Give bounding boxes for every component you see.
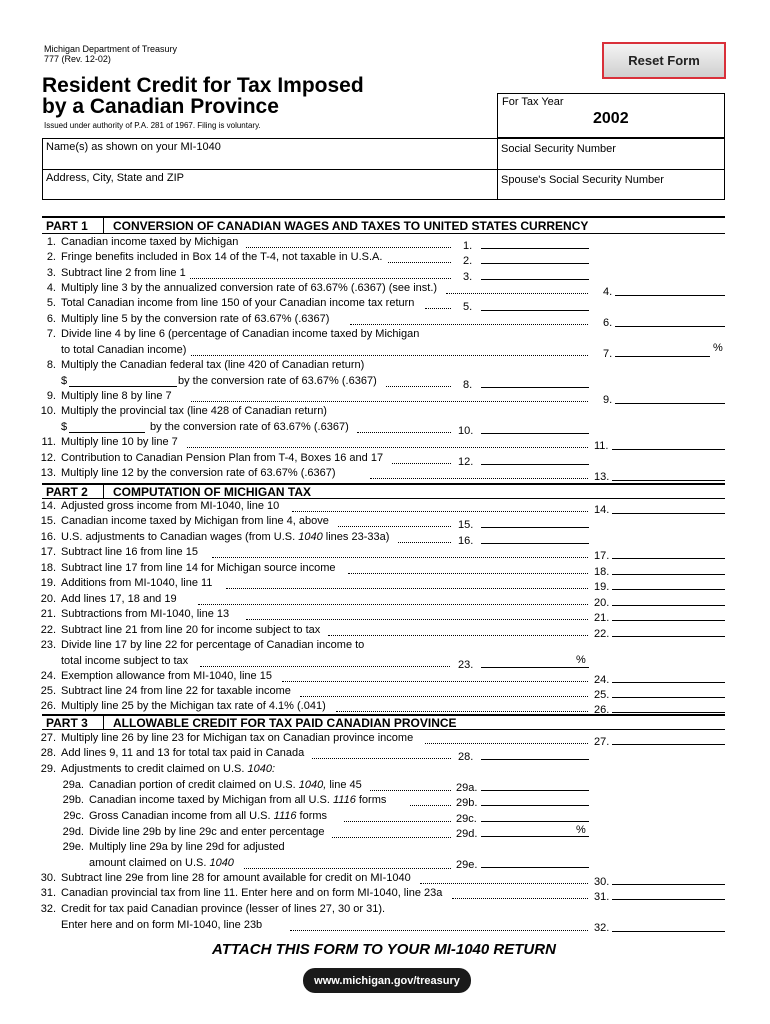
line-17-input[interactable] bbox=[612, 558, 725, 559]
line-8-text-cont: by the conversion rate of 63.67% (.6367) bbox=[178, 375, 377, 387]
line-23-label: 23. bbox=[458, 659, 474, 671]
leader-dots bbox=[312, 758, 451, 759]
line-29c-text-b: forms bbox=[299, 810, 328, 822]
tax-year-label: For Tax Year bbox=[502, 96, 564, 108]
line-14-label: 14. bbox=[594, 504, 610, 516]
leader-dots bbox=[191, 401, 588, 402]
line-number: 20. bbox=[40, 593, 56, 605]
leader-dots bbox=[246, 619, 588, 620]
line-13-input[interactable] bbox=[612, 480, 725, 481]
leader-dots bbox=[357, 432, 451, 433]
line-29c-input[interactable] bbox=[481, 821, 589, 822]
line-10-dollar: $ bbox=[61, 421, 68, 433]
line-number: 10. bbox=[40, 405, 56, 417]
line-number: 17. bbox=[40, 546, 56, 558]
line-29c-text-a: Gross Canadian income from all U.S. bbox=[89, 810, 271, 822]
line-number: 28. bbox=[40, 747, 56, 759]
line-number: 2. bbox=[46, 251, 56, 263]
line-15-label: 15. bbox=[458, 519, 474, 531]
line-18-text: Subtract line 17 from line 14 for Michigan source income bbox=[61, 562, 336, 574]
line-4-label: 4. bbox=[603, 286, 613, 298]
line-29a-input[interactable] bbox=[481, 790, 589, 791]
leader-dots bbox=[410, 805, 451, 806]
line-19-text: Additions from MI-1040, line 11 bbox=[61, 577, 213, 589]
line-32-text: Credit for tax paid Canadian province (lesser of lines 27, 30 or 31). bbox=[61, 903, 386, 915]
leader-dots bbox=[386, 386, 451, 387]
line-29c-form: 1116 bbox=[273, 810, 297, 822]
line-number: 25. bbox=[40, 685, 56, 697]
part1-bottom-rule bbox=[42, 233, 725, 234]
line-9-label: 9. bbox=[603, 394, 613, 406]
reset-form-button[interactable]: Reset Form bbox=[602, 42, 726, 79]
part3-title: ALLOWABLE CREDIT FOR TAX PAID CANADIAN PROVINCE bbox=[113, 716, 457, 730]
line-16-input[interactable] bbox=[481, 543, 589, 544]
part1-label: PART 1 bbox=[46, 219, 88, 233]
line-29d-label: 29d. bbox=[456, 828, 478, 840]
line-24-text: Exemption allowance from MI-1040, line 15 bbox=[61, 670, 272, 682]
leader-dots bbox=[446, 293, 588, 294]
line-number: 6. bbox=[46, 313, 56, 325]
line-21-input[interactable] bbox=[612, 620, 725, 621]
line-18-label: 18. bbox=[594, 566, 610, 578]
line-30-label: 30. bbox=[594, 876, 610, 888]
line-29d-text: Divide line 29b by line 29c and enter percentage bbox=[89, 826, 325, 838]
line-number: 16. bbox=[40, 531, 56, 543]
spouse-ssn-field[interactable]: Spouse's Social Security Number bbox=[501, 174, 664, 186]
part1-divider bbox=[103, 217, 104, 233]
line-29e-text-cont bbox=[89, 857, 234, 870]
leader-dots bbox=[332, 837, 451, 838]
line-number: 9. bbox=[46, 390, 56, 402]
part3-label: PART 3 bbox=[46, 716, 88, 730]
line-25-text: Subtract line 24 from line 22 for taxable income bbox=[61, 685, 291, 697]
line-29a-text bbox=[89, 779, 362, 792]
line-number: 24. bbox=[40, 670, 56, 682]
line-17-text: Subtract line 16 from line 15 bbox=[61, 546, 198, 558]
line-9-input[interactable] bbox=[615, 403, 725, 404]
line-7-label: 7. bbox=[603, 348, 613, 360]
leader-dots bbox=[226, 588, 588, 589]
leader-dots bbox=[338, 526, 451, 527]
line-12-text: Contribution to Canadian Pension Plan from T-4, Boxes 16 and 17 bbox=[61, 452, 384, 464]
line-number: 26. bbox=[40, 700, 56, 712]
line-29b-text-a: Canadian income taxed by Michigan from all U.S. bbox=[89, 794, 330, 806]
line-29b-text-b: forms bbox=[358, 794, 387, 806]
leader-dots bbox=[282, 681, 588, 682]
line-21-label: 21. bbox=[594, 612, 610, 624]
line-number: 18. bbox=[40, 562, 56, 574]
line-10-provincial-tax-input[interactable] bbox=[69, 432, 145, 433]
line-1-text: Canadian income taxed by Michigan bbox=[61, 236, 239, 248]
line-8-label: 8. bbox=[463, 379, 473, 391]
line-number: 5. bbox=[46, 297, 56, 309]
line-3-input[interactable] bbox=[481, 279, 589, 280]
leader-dots bbox=[328, 635, 588, 636]
line-8-text: Multiply the Canadian federal tax (line 420 of Canadian return) bbox=[61, 359, 365, 371]
leader-dots bbox=[370, 478, 588, 479]
line-18-input[interactable] bbox=[612, 574, 725, 575]
leader-dots bbox=[212, 557, 588, 558]
form-revision: 777 (Rev. 12-02) bbox=[44, 54, 111, 64]
line-25-input[interactable] bbox=[612, 697, 725, 698]
line-26-label: 26. bbox=[594, 704, 610, 716]
line-26-input[interactable] bbox=[612, 712, 725, 713]
leader-dots bbox=[420, 883, 588, 884]
line-number: 29a. bbox=[62, 779, 84, 791]
line-12-label: 12. bbox=[458, 456, 474, 468]
line-32-text-cont: Enter here and on form MI-1040, line 23b bbox=[61, 919, 263, 931]
line-number: 23. bbox=[40, 639, 56, 651]
line-30-text: Subtract line 29e from line 28 for amount available for credit on MI-1040 bbox=[61, 872, 411, 884]
line-1-label: 1. bbox=[463, 240, 473, 252]
line-6-input[interactable] bbox=[615, 326, 725, 327]
line-29e-text: Multiply line 29a by line 29d for adjusted bbox=[89, 841, 285, 853]
line-2-text: Fringe benefits included in Box 14 of the T-4, not taxable in U.S.A. bbox=[61, 251, 383, 263]
part2-divider bbox=[103, 484, 104, 499]
part3-divider bbox=[103, 715, 104, 730]
line-number: 14. bbox=[40, 500, 56, 512]
line-8-dollar: $ bbox=[61, 375, 68, 387]
line-29e-input[interactable] bbox=[481, 867, 589, 868]
leader-dots bbox=[348, 573, 588, 574]
line-10-text: Multiply the provincial tax (line 428 of Canadian return) bbox=[61, 405, 327, 417]
line-5-input[interactable] bbox=[481, 310, 589, 311]
line-32-input[interactable] bbox=[612, 931, 725, 932]
line-27-label: 27. bbox=[594, 736, 610, 748]
line-number: 11. bbox=[41, 436, 56, 448]
line-number: 15. bbox=[40, 515, 56, 527]
line-23-input[interactable] bbox=[481, 667, 589, 668]
department-name: Michigan Department of Treasury bbox=[44, 44, 178, 54]
line-26-text: Multiply line 25 by the Michigan tax rate of 4.1% (.041) bbox=[61, 700, 326, 712]
part2-bottom-rule bbox=[42, 498, 725, 499]
line-23-percent: % bbox=[576, 654, 586, 666]
line-13-label: 13. bbox=[594, 471, 610, 483]
line-13-text: Multiply line 12 by the conversion rate of 63.67% (.6367) bbox=[61, 467, 336, 479]
line-7-percent: % bbox=[713, 342, 723, 354]
attach-instruction: ATTACH THIS FORM TO YOUR MI-1040 RETURN bbox=[212, 941, 556, 958]
line-number: 27. bbox=[40, 732, 56, 744]
line-number: 19. bbox=[40, 577, 56, 589]
line-11-label: 11. bbox=[594, 440, 609, 452]
line-31-label: 31. bbox=[594, 891, 610, 903]
line-15-input[interactable] bbox=[481, 527, 589, 528]
address-field[interactable]: Address, City, State and ZIP bbox=[46, 172, 184, 184]
line-23-text-cont: total income subject to tax bbox=[61, 655, 189, 667]
line-number: 4. bbox=[46, 282, 56, 294]
line-29e-form: 1040 bbox=[209, 857, 234, 869]
line-19-input[interactable] bbox=[612, 589, 725, 590]
line-5-text: Total Canadian income from line 150 of your Canadian income tax return bbox=[61, 297, 415, 309]
line-number: 29b. bbox=[62, 794, 84, 806]
line-number: 30. bbox=[40, 872, 56, 884]
line-29b-text bbox=[89, 794, 386, 807]
form-title-line-1: Resident Credit for Tax Imposed bbox=[42, 74, 364, 97]
line-number: 7. bbox=[46, 328, 56, 340]
line-20-text: Add lines 17, 18 and 19 bbox=[61, 593, 177, 605]
line-29d-input[interactable] bbox=[481, 836, 589, 837]
line-24-label: 24. bbox=[594, 674, 610, 686]
form-title-line-2: by a Canadian Province bbox=[42, 95, 279, 118]
line-7-text-cont: to total Canadian income) bbox=[61, 344, 187, 356]
leader-dots bbox=[190, 278, 451, 279]
leader-dots bbox=[425, 308, 451, 309]
leader-dots bbox=[200, 666, 450, 667]
line-16-label: 16. bbox=[458, 535, 474, 547]
leader-dots bbox=[398, 542, 451, 543]
line-22-input[interactable] bbox=[612, 636, 725, 637]
line-29e-label: 29e. bbox=[456, 859, 478, 871]
line-30-input[interactable] bbox=[612, 884, 725, 885]
website-badge: www.michigan.gov/treasury bbox=[303, 968, 471, 993]
line-1-input[interactable] bbox=[481, 248, 589, 249]
line-9-text: Multiply line 8 by line 7 bbox=[61, 390, 172, 402]
info-divider bbox=[42, 169, 725, 170]
line-12-input[interactable] bbox=[481, 464, 589, 465]
line-29b-form: 1116 bbox=[332, 794, 356, 806]
line-25-label: 25. bbox=[594, 689, 610, 701]
line-29b-label: 29b. bbox=[456, 797, 478, 809]
line-5-label: 5. bbox=[463, 301, 473, 313]
line-10-label: 10. bbox=[458, 425, 474, 437]
line-28-input[interactable] bbox=[481, 759, 589, 760]
line-27-text: Multiply line 26 by line 23 for Michigan tax on Canadian province income bbox=[61, 732, 414, 744]
part3-bottom-rule bbox=[42, 729, 725, 730]
names-field[interactable]: Name(s) as shown on your MI-1040 bbox=[46, 141, 221, 153]
line-number: 32. bbox=[40, 903, 56, 915]
line-number: 29e. bbox=[62, 841, 84, 853]
line-2-input[interactable] bbox=[481, 263, 589, 264]
line-16-text-b: lines 23-33a) bbox=[325, 531, 390, 543]
line-11-input[interactable] bbox=[612, 449, 725, 450]
line-6-label: 6. bbox=[603, 317, 613, 329]
leader-dots bbox=[388, 262, 451, 263]
line-29e-text-b: amount claimed on U.S. bbox=[89, 857, 207, 869]
line-22-label: 22. bbox=[594, 628, 610, 640]
line-7-input[interactable] bbox=[615, 356, 710, 357]
line-20-input[interactable] bbox=[612, 605, 725, 606]
leader-dots bbox=[292, 511, 588, 512]
line-14-text: Adjusted gross income from MI-1040, line 10 bbox=[61, 500, 280, 512]
leader-dots bbox=[370, 790, 451, 791]
line-21-text: Subtractions from MI-1040, line 13 bbox=[61, 608, 230, 620]
line-6-text: Multiply line 5 by the conversion rate of 63.67% (.6367) bbox=[61, 313, 330, 325]
part1-top-rule bbox=[42, 216, 725, 218]
line-32-label: 32. bbox=[594, 922, 610, 934]
line-4-input[interactable] bbox=[615, 295, 725, 296]
line-29c-text bbox=[89, 810, 327, 823]
leader-dots bbox=[392, 463, 451, 464]
line-number: 21. bbox=[40, 608, 56, 620]
leader-dots bbox=[191, 355, 588, 356]
line-number: 8. bbox=[46, 359, 56, 371]
line-3-text: Subtract line 2 from line 1 bbox=[61, 267, 186, 279]
line-24-input[interactable] bbox=[612, 682, 725, 683]
info-vertical-divider bbox=[497, 138, 498, 200]
line-10-text-cont: by the conversion rate of 63.67% (.6367) bbox=[150, 421, 349, 433]
line-number: 29. bbox=[40, 763, 56, 775]
line-31-text: Canadian provincial tax from line 11. Enter here and on form MI-1040, line 23a bbox=[61, 887, 443, 899]
line-3-label: 3. bbox=[463, 271, 473, 283]
leader-dots bbox=[336, 711, 588, 712]
line-number: 29d. bbox=[62, 826, 84, 838]
line-number: 1. bbox=[46, 236, 56, 248]
issued-authority: Issued under authority of P.A. 281 of 1967. Filing is voluntary. bbox=[44, 121, 261, 130]
part1-title: CONVERSION OF CANADIAN WAGES AND TAXES TO UNITED STATES CURRENCY bbox=[113, 219, 589, 233]
leader-dots bbox=[246, 247, 451, 248]
line-number: 31. bbox=[40, 887, 56, 899]
leader-dots bbox=[290, 930, 588, 931]
line-number: 12. bbox=[40, 452, 56, 464]
leader-dots bbox=[244, 868, 451, 869]
leader-dots bbox=[198, 604, 588, 605]
tax-year-box bbox=[497, 93, 725, 138]
line-29-text bbox=[61, 763, 275, 776]
leader-dots bbox=[452, 898, 588, 899]
line-29a-text-a: Canadian portion of credit claimed on U.S. bbox=[89, 779, 296, 791]
line-4-text: Multiply line 3 by the annualized conversion rate of 63.67% (.6367) (see inst.) bbox=[61, 282, 438, 294]
leader-dots bbox=[300, 696, 588, 697]
part2-title: COMPUTATION OF MICHIGAN TAX bbox=[113, 485, 311, 499]
line-number: 29c. bbox=[63, 810, 84, 822]
leader-dots bbox=[187, 447, 588, 448]
line-29c-label: 29c. bbox=[456, 813, 477, 825]
line-29d-percent: % bbox=[576, 824, 586, 836]
line-11-text: Multiply line 10 by line 7 bbox=[61, 436, 178, 448]
leader-dots bbox=[344, 821, 451, 822]
line-number: 13. bbox=[40, 467, 56, 479]
leader-dots bbox=[425, 743, 588, 744]
line-number: 22. bbox=[40, 624, 56, 636]
line-22-text: Subtract line 21 from line 20 for income subject to tax bbox=[61, 624, 321, 636]
line-29b-input[interactable] bbox=[481, 805, 589, 806]
line-2-label: 2. bbox=[463, 255, 473, 267]
line-16-text-a: U.S. adjustments to Canadian wages (from U.S. bbox=[61, 531, 296, 543]
tax-year-value: 2002 bbox=[593, 110, 629, 127]
ssn-field[interactable]: Social Security Number bbox=[501, 143, 616, 155]
line-15-text: Canadian income taxed by Michigan from line 4, above bbox=[61, 515, 329, 527]
line-20-label: 20. bbox=[594, 597, 610, 609]
line-29a-label: 29a. bbox=[456, 782, 478, 794]
line-14-input[interactable] bbox=[612, 513, 725, 514]
line-29-text-a: Adjustments to credit claimed on U.S. bbox=[61, 763, 245, 775]
line-8-input[interactable] bbox=[481, 387, 589, 388]
line-19-label: 19. bbox=[594, 581, 610, 593]
line-16-form: 1040 bbox=[298, 531, 323, 543]
line-23-text: Divide line 17 by line 22 for percentage of Canadian income to bbox=[61, 639, 365, 651]
part2-label: PART 2 bbox=[46, 485, 88, 499]
line-27-input[interactable] bbox=[612, 744, 725, 745]
line-28-label: 28. bbox=[458, 751, 474, 763]
line-29a-text-b: line 45 bbox=[329, 779, 362, 791]
line-7-text: Divide line 4 by line 6 (percentage of Canadian income taxed by Michigan bbox=[61, 328, 420, 340]
line-17-label: 17. bbox=[594, 550, 610, 562]
leader-dots bbox=[350, 324, 588, 325]
line-number: 3. bbox=[46, 267, 56, 279]
line-10-input[interactable] bbox=[481, 433, 589, 434]
line-8-federal-tax-input[interactable] bbox=[69, 386, 177, 387]
line-29a-form: 1040, bbox=[298, 779, 327, 791]
line-31-input[interactable] bbox=[612, 899, 725, 900]
line-16-text bbox=[61, 531, 389, 544]
line-29-form: 1040: bbox=[247, 763, 276, 775]
line-28-text: Add lines 9, 11 and 13 for total tax paid in Canada bbox=[61, 747, 305, 759]
